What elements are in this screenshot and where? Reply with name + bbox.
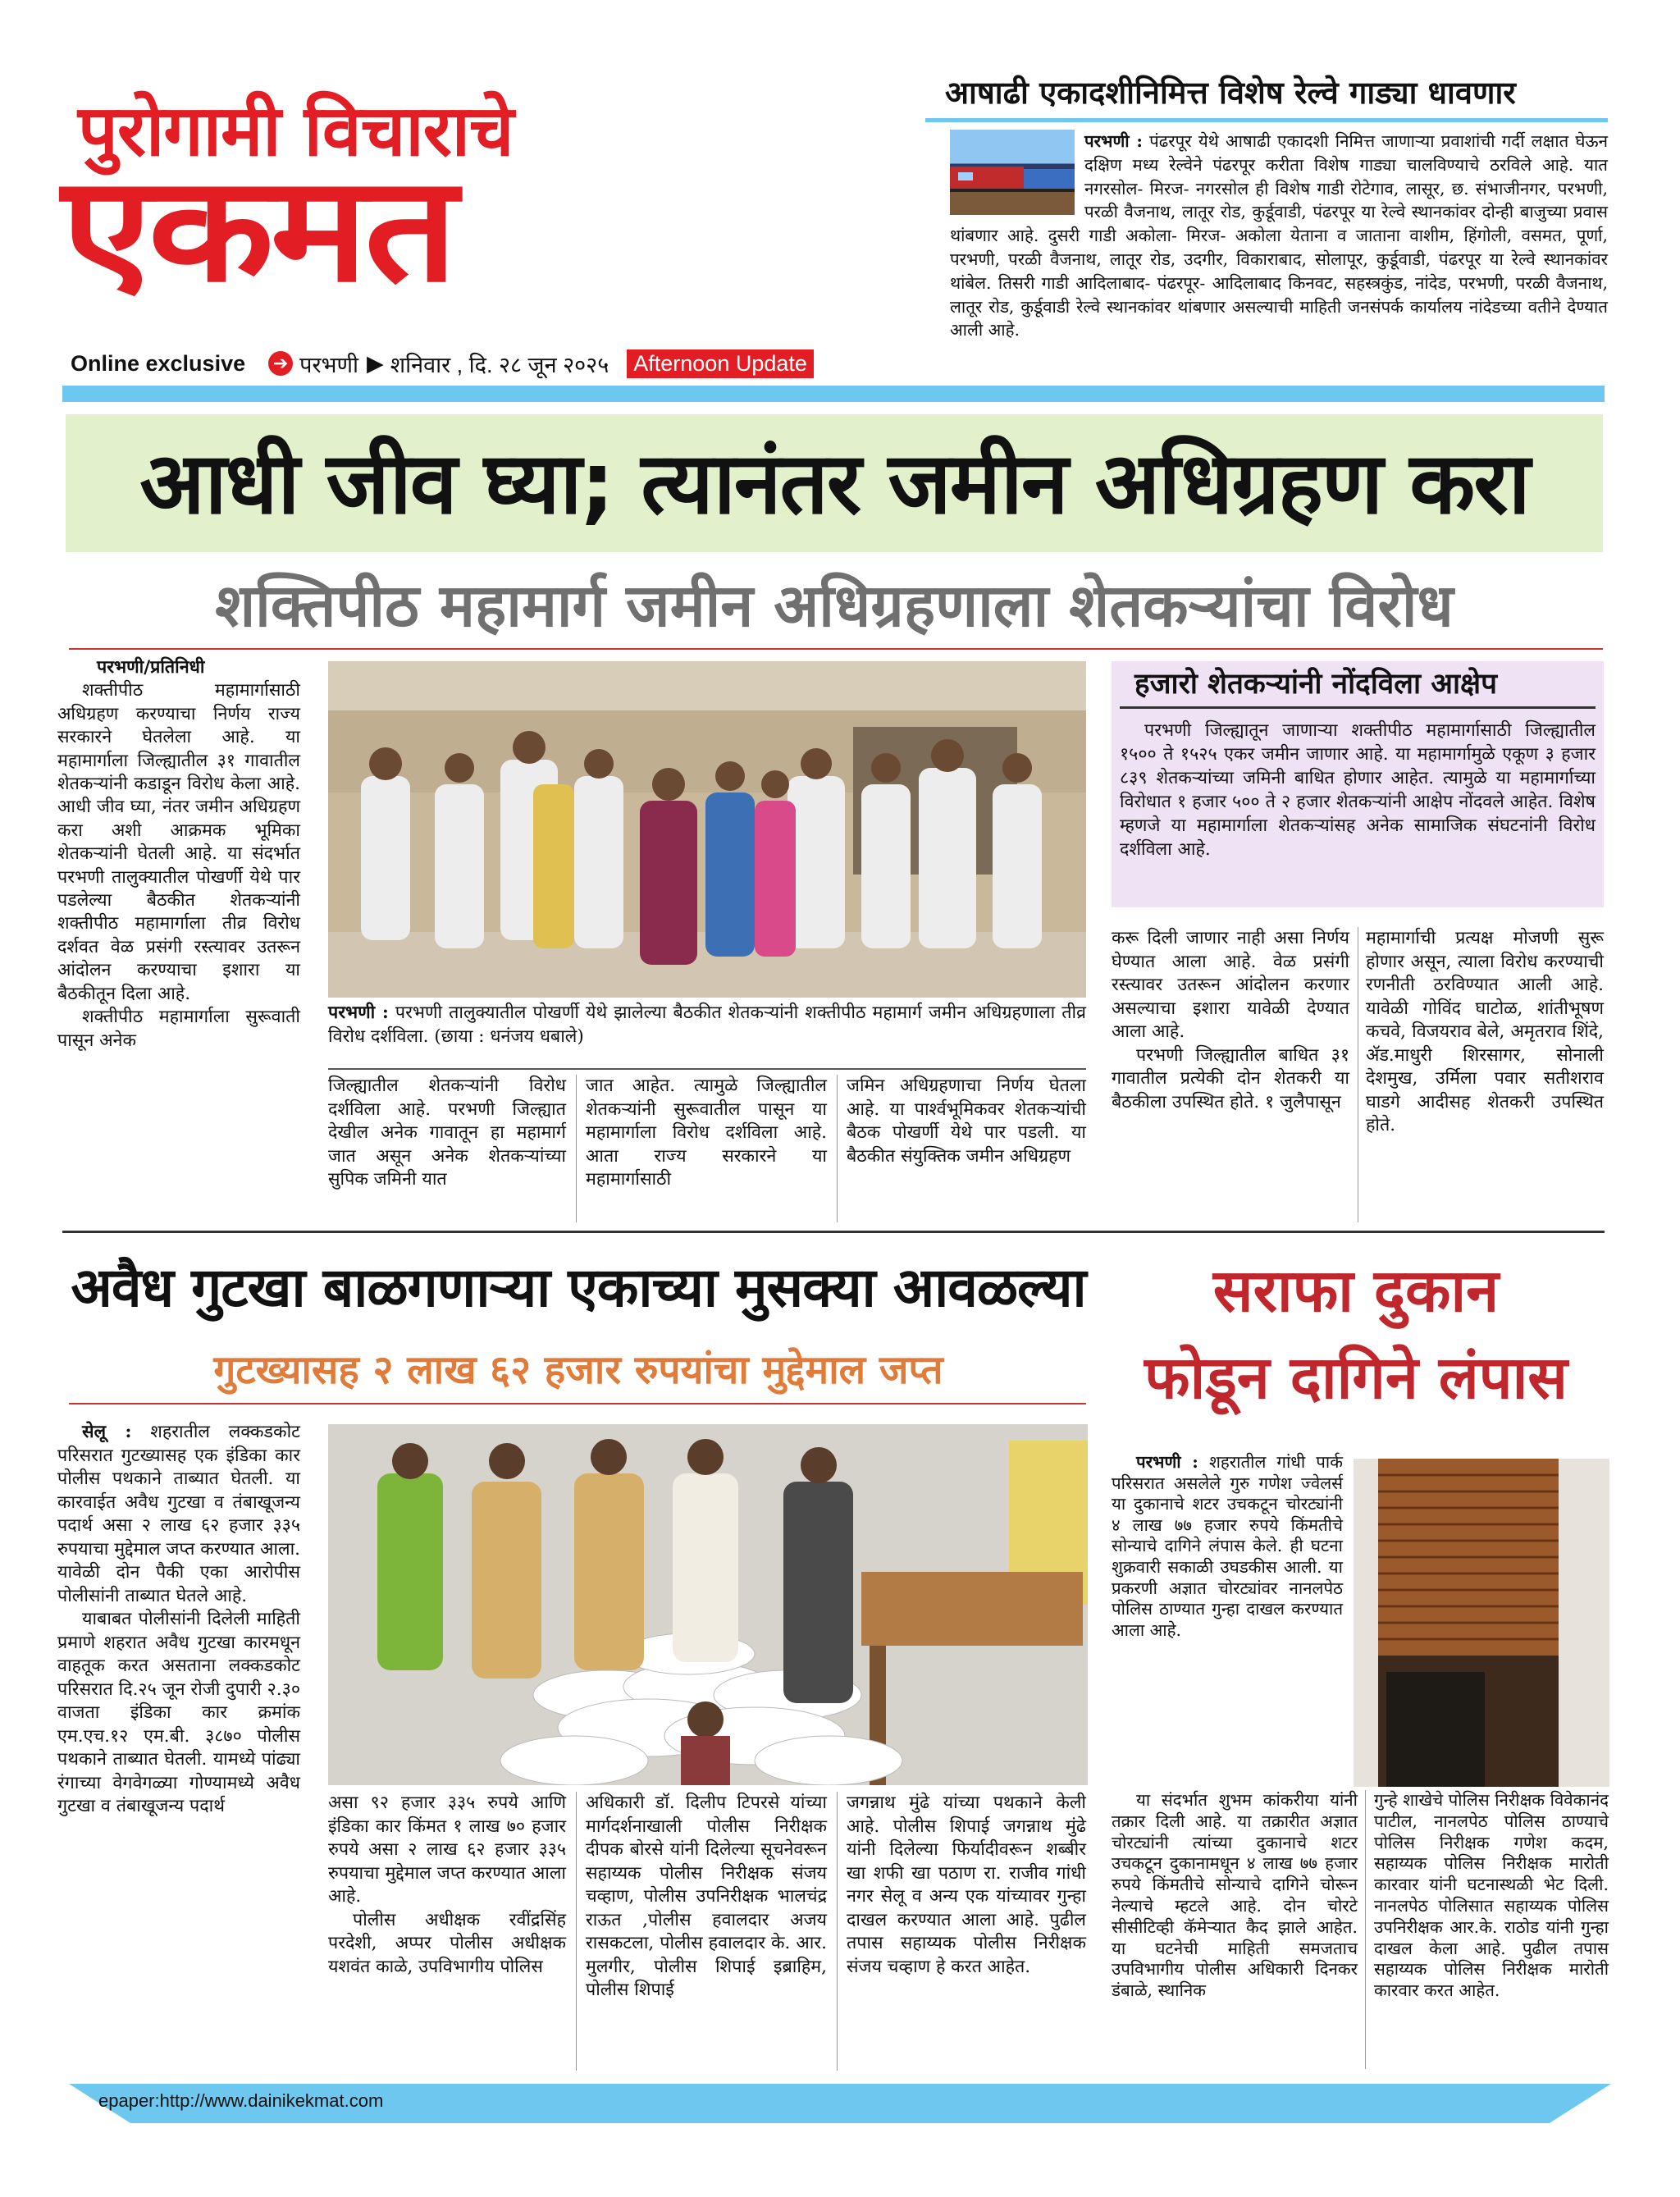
rail-photo-float: [950, 130, 1084, 220]
gutkha-column-4: [847, 1792, 1086, 1979]
column-rule: [576, 1792, 577, 2071]
gutkha-headline: अवैध गुटखा बाळगणाऱ्या एकाच्या मुसक्या आवळल्या: [71, 1256, 1086, 1319]
lead-col1-p2: शक्तीपीठ महामार्गाला सुरूवाती पासून अनेक: [57, 1007, 300, 1051]
online-exclusive-label: Online exclusive: [71, 350, 246, 376]
lead-headline: आधी जीव घ्या; त्यानंतर जमीन अधिग्रहण करा: [139, 433, 1529, 533]
lead-col5-p1: करू दिली जाणार नाही असा निर्णय घेण्यात आला आहे. वेळ प्रसंगी रस्त्यावर उतरून आंदोलन करणार असल्याचा इशारा यावेळी देण्यात आला आहे.: [1112, 928, 1349, 1042]
masthead-tagline: पुरोगामी विचाराचे: [78, 90, 514, 172]
lead-column-2: [328, 1075, 566, 1192]
gutkha-col1-p1-text: शहरातील लक्कडकोट परिसरात गुटख्यासह एक इंडिका कार पोलीस पथकाने ताब्यात घेतली. या कारवाईत अवैध गुटखा व तंबाखूजन्य पदार्थ असा २ लाख ६२ हजार ३३५ रुपयाचा मुद्देमाल जप्त करण्यात आला. यावेळी दोन पैकी एका आरोपीस पोलीसांनी ताब्यात घेतले आहे.: [57, 1422, 300, 1606]
column-rule: [576, 1075, 577, 1222]
saraf-col2-text: गुन्हे शाखेचे पोलिस निरीक्षक विवेकानंद पाटील, नानलपेठ पोलिस ठाण्याचे पोलिस निरीक्षक गणेश कदम, सहाय्यक पोलिस निरीक्षक मारोती कारवार यांनी घटनास्थळी भेट दिली. नानलपेठ पोलिसात सहाय्यक पोलिस उपनिरीक्षक आर.के. राठोड यांनी गुन्हा दाखल केला आहे. पुढील तपास सहाय्यक पोलिस निरीक्षक मारोती कारवार करत आहेत.: [1374, 1790, 1609, 2001]
gutkha-col2-p2: पोलीस अधीक्षक रवींद्रसिंह परदेशी, अप्पर पोलीस अधीक्षक यशवंत काळे, उपविभागीय पोलिस: [328, 1909, 566, 1977]
gutkha-col3-text: अधिकारी डॉ. दिलीप टिपरसे यांच्या मार्गदर्शनाखाली पोलीस निरीक्षक दीपक बोरसे यांनी दिलेल्या सूचनेवरून सहाय्यक पोलीस निरीक्षक संजय चव्हाण, पोलीस उपनिरीक्षक भालचंद्र राऊत ,पोलीस हवालदार अजय रासकटला, पोलीस हवालदार के. आर. मुलगीर, पोलीस शिपाई इब्राहिम, पोलीस शिपाई: [586, 1793, 827, 2000]
lead-col2-text: जिल्ह्यातील शेतकऱ्यांनी विरोध दर्शविला आहे. परभणी जिल्ह्यात देखील अनेक गावातून हा महामार्ग जात असून अनेक शेतकऱ्यांच्या सुपिक जमिनी यात: [328, 1076, 566, 1190]
date-label: शनिवार , दि. २८ जून २०२५: [390, 352, 609, 377]
gutkha-col2-p1: असा ९२ हजार ३३५ रुपये आणि इंडिका कार किंमत १ लाख ७० हजार रुपये असा २ लाख ६२ हजार ३३५ रुपयाचा मुद्देमाल जप्त करण्यात आला आहे.: [328, 1793, 566, 1907]
dateline-bar: [71, 346, 932, 381]
rail-story: [925, 66, 1608, 371]
lead-col1-p1: शक्तीपीठ महामार्गासाठी अधिग्रहण करण्याचा निर्णय राज्य सरकारने घेतलेला आहे. या महामार्गाला जिल्ह्यातील ३१ गावातील शेतकऱ्यांनी कडाडून विरोध केला आहे. आधी जीव घ्या, नंतर जमीन अधिग्रहण करा अशी आक्रमक भूमिका शेतकऱ्यांनी घेतली आहे. या संदर्भात परभणी तालुक्यातील पोखर्णी येथे पार पडलेल्या बैठकीत शेतकऱ्यांनी शक्तीपीठ महामार्गाला तीव्र विरोध दर्शवत वेळ प्रसंगी रस्त्यावर उतरून आंदोलन करण्याचा इशारा या बैठकीतून दिला आहे.: [57, 680, 300, 1004]
lead-column-4: [847, 1075, 1086, 1168]
saraf-col1-p1-text: शहरातील गांधी पार्क परिसरात असलेले गुरु गणेश ज्वेलर्स या दुकानाचे शटर उचकटून चोरट्यांनी ४ लाख ७७ हजार रुपये किंमतीचे सोन्याचे दागिने लंपास केले. ही घटना शुक्रवारी सकाळी उघडकीस आली. या प्रकरणी अज्ञात चोरट्यांवर नानलपेठ पोलिस ठाण्यात गुन्हा दाखल करण्यात आला आहे.: [1112, 1452, 1343, 1640]
lead-caption-label: परभणी :: [328, 1003, 389, 1023]
gutkha-col1-p2: याबाबत पोलीसांनी दिलेली माहिती प्रमाणे शहरात अवैध गुटखा कारमधून वाहतूक करत असताना लक्कडकोट परिसरात दि.२५ जून रोजी दुपारी २.३० वाजता इंडिका कार क्रमांक एम.एच.१२ एम.बी. ३८७० पोलीस पथकाने ताब्यात घेतली. यामध्ये पांढ्या रंगाच्या वेगवेगळ्या गोण्यामध्ये अवैध गुटखा व तंबाखूजन्य पदार्थ: [57, 1609, 300, 1816]
lead-subhead: शक्तिपीठ महामार्ग जमीन अधिग्रहणाला शेतकऱ्यांचा विरोध: [215, 571, 1454, 640]
lead-column-1: [57, 656, 300, 1053]
rail-dateline: परभणी :: [1084, 131, 1143, 151]
lead-box-headline: हजारो शेतकऱ्यांनी नोंदविला आक्षेप: [1134, 668, 1497, 701]
afternoon-update-badge: Afternoon Update: [627, 349, 814, 378]
lead-col5-p2: परभणी जिल्ह्यातील बाधित ३१ गावातील प्रत्येकी दोन शेतकरी या बैठकीला उपस्थित होते. १ जुलैपासून: [1112, 1044, 1349, 1112]
lead-caption-text: परभणी तालुक्यातील पोखर्णी येथे झालेल्या बैठकीत शेतकऱ्यांनी शक्तीपीठ महामार्ग जमीन अधिग्रहणाला तीव्र विरोध दर्शविला. (छाया : धनंजय धबाले): [328, 1003, 1086, 1047]
saraf-column-1: [1112, 1452, 1343, 1641]
lead-caption-rule: [328, 1068, 1086, 1070]
lead-column-6: [1366, 927, 1604, 1138]
rail-headline-rule: [925, 118, 1608, 122]
lead-box-body: [1120, 719, 1596, 861]
masthead-title: एकमत: [62, 144, 454, 314]
saraf-headline: [1107, 1247, 1605, 1421]
mid-divider: [62, 1231, 1605, 1233]
rail-body: [950, 130, 1608, 342]
saraf-col1-p1: [1112, 1452, 1343, 1641]
lead-photo-caption: [328, 1001, 1086, 1048]
gutkha-dateline: सेलू :: [82, 1422, 132, 1442]
gutkha-column-2: [328, 1792, 566, 1979]
saraf-dateline: परभणी :: [1136, 1452, 1198, 1472]
saraf-photo: [1354, 1459, 1609, 1787]
column-rule: [1365, 1790, 1366, 2069]
lead-box-rule: [1120, 706, 1596, 709]
lead-subhead-rule: [69, 648, 1603, 650]
column-rule: [837, 1075, 838, 1222]
lead-box: [1112, 661, 1604, 907]
lead-box-text: परभणी जिल्ह्यातून जाणाऱ्या शक्तीपीठ महामार्गासाठी जिल्ह्यातील १५०० ते १५२५ एकर जमीन जाणार आहे. या महामार्गामुळे एकूण ३ हजार ८३९ शेतकऱ्यांच्या जमिनी बाधित होणार आहेत. त्यामुळे या महामार्गाच्या विरोधात १ हजार ५०० ते २ हजार शेतकऱ्यांनी आक्षेप नोंदवले आहेत. विशेष म्हणजे या महामार्गाला शेतकऱ्यांसह अनेक सामाजिक संघटनांनी विरोध दर्शविला आहे.: [1120, 720, 1596, 860]
footer-url[interactable]: epaper:http://www.dainikekmat.com: [98, 2090, 384, 2111]
gutkha-col1-p1: [57, 1421, 300, 1608]
saraf-headline-line1: सराफा दुकान: [1212, 1256, 1500, 1325]
gutkha-column-1: [57, 1421, 300, 1819]
gutkha-column-3: [586, 1792, 827, 2003]
saraf-headline-line2: फोडून दागिने लंपास: [1144, 1343, 1568, 1412]
saraf-col1-p2: या संदर्भात शुभम कांकरीया यांनी तक्रार दिली आहे. या तक्रारीत अज्ञात चोरट्यांनी त्यांच्या दुकानाचे शटर उचकटून दुकानामधून ४ लाख ७७ हजार रुपये किंमतीचे सोन्याचे दागिने चोरून नेल्याचे म्हटले आहे. दोन चोरटे सीसीटिव्ही कॅमेऱ्यात कैद झाले आहेत. या घटनेची माहिती समजताच उपविभागीय पोलीस अधिकारी दिनकर डंबाळे, स्थानिक: [1112, 1790, 1358, 2001]
saraf-column-1b: [1112, 1790, 1358, 2002]
lead-headline-band: [66, 414, 1603, 552]
gutkha-subhead: गुटख्यासह २ लाख ६२ हजार रुपयांचा मुद्देमाल जप्त: [213, 1347, 943, 1393]
arrow-right-icon: ➔: [268, 351, 293, 376]
lead-col4-text: जमिन अधिग्रहणाचा निर्णय घेतला आहे. या पार्श्वभूमिकवर शेतकऱ्यांची बैठक पोखर्णी येथे पार पडली. या बैठकीत संयुक्तिक जमीन अधिग्रहण: [847, 1076, 1086, 1167]
lead-photo: [328, 661, 1086, 998]
lead-col3-text: जात आहेत. त्यामुळे जिल्ह्यातील शेतकऱ्यांनी सुरूवातील पासून या महामार्गाला विरोध दर्शविला आहे. आता राज्य सरकारने या महामार्गासाठी: [586, 1076, 827, 1190]
rail-text: पंढरपूर येथे आषाढी एकादशी निमित्त जाणाऱ्या प्रवाशांची गर्दी लक्षात घेऊन दक्षिण मध्य रेल्वेने पंढरपूर करीता विशेष गाड्या चालविण्याचे ठरविले आहे. यात नगरसोल- मिरज- नगरसोल ही विशेष गाडी रोटेगाव, लासूर, छ. संभाजीनगर, परभणी, परळी वैजनाथ, लातूर रोड, कुर्डूवाडी, पंढरपूर या रेल्वे स्थानकांवर दोन्ही बाजुच्या प्रवास थांबणार आहे. दुसरी गाडी अकोला- मिरज- अकोला येताना व जाताना वाशीम, हिंगोली, वसमत, पूर्णा, परभणी, परळी वैजनाथ, लातूर रोड, उदगीर, विकाराबाद, सोलापूर, कुर्डूवाडी, पंढरपूर या रेल्वे स्थानकांवर थांबेल. तिसरी गाडी आदिलाबाद- पंढरपूर- आदिलाबाद किनवट, सहस्त्रकुंड, नांदेड, परभणी, परळी वैजनाथ, लातूर रोड, कुर्डूवाडी रेल्वे स्थानकांवर थांबणार असल्याची माहिती जनसंपर्क कार्यालय नांदेडच्या वतीने देण्यात आली आहे.: [950, 131, 1608, 340]
gutkha-photo: [328, 1424, 1088, 1785]
gutkha-col4-text: जगन्नाथ मुंढे यांच्या पथकाने केली आहे. पोलीस शिपाई जगन्नाथ मुंढे यांनी दिलेल्या फिर्यादीवरून शब्बीर खा शफी खा पठाण रा. राजीव गांधी नगर सेलू व अन्य एक यांच्यावर गुन्हा दाखल करण्यात आला आहे. पुढील तपास सहाय्यक पोलीस निरीक्षक संजय चव्हाण हे करत आहेत.: [847, 1793, 1086, 1977]
rail-headline: आषाढी एकादशीनिमित्त विशेष रेल्वे गाड्या धावणार: [945, 75, 1516, 111]
saraf-column-2: [1374, 1790, 1609, 2002]
gutkha-subhead-rule: [69, 1403, 1086, 1405]
top-divider: [62, 386, 1605, 402]
city-label: परभणी: [299, 352, 358, 377]
lead-column-3: [586, 1075, 827, 1192]
lead-byline: परभणी/प्रतिनिधी: [97, 657, 205, 678]
play-icon: ▶: [366, 350, 384, 376]
lead-column-5: [1112, 927, 1349, 1114]
column-rule: [837, 1792, 838, 2071]
lead-col6-text: महामार्गाची प्रत्यक्ष मोजणी सुरू होणार असून, त्याला विरोध करण्याची रणनीती ठरविण्यात आली आहे. यावेळी गोविंद घाटोळ, शांतीभूषण कचवे, विजयराव बेले, अमृतराव शिंदे, ॲड.माधुरी शिरसागर, सोनाली देशमुख, उर्मिला पवार सतीशराव घाडगे आदीसह शेतकरी उपस्थित होते.: [1366, 928, 1604, 1135]
masthead: [62, 90, 923, 336]
